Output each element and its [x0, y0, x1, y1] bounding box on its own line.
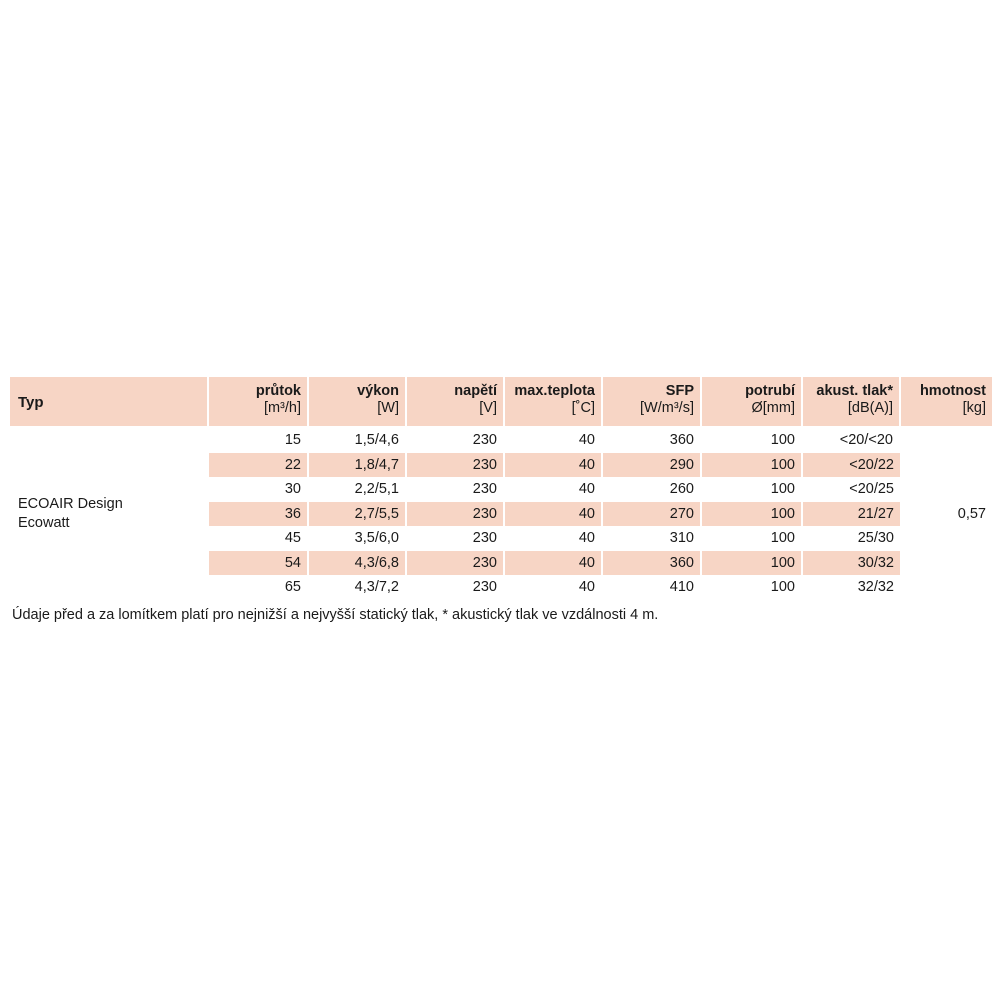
- cell-sfp: 360: [602, 551, 701, 576]
- cell-napeti: 230: [406, 551, 504, 576]
- cell-max-teplota: 40: [504, 427, 602, 453]
- cell-sfp: 410: [602, 575, 701, 600]
- mass-cell: 0,57: [900, 427, 992, 600]
- header-sfp: [602, 377, 701, 427]
- cell-vykon: 3,5/6,0: [308, 526, 406, 551]
- cell-prutok: 22: [208, 453, 308, 478]
- cell-vykon: 2,2/5,1: [308, 477, 406, 502]
- cell-sfp: 360: [602, 427, 701, 453]
- cell-prutok: 65: [208, 575, 308, 600]
- header-hmotnost: [900, 377, 992, 427]
- cell-napeti: 230: [406, 526, 504, 551]
- cell-max-teplota: 40: [504, 453, 602, 478]
- cell-akust-tlak: <20/25: [849, 481, 894, 497]
- cell-max-teplota: 40: [504, 526, 602, 551]
- cell-akust-tlak: 30/32: [802, 551, 900, 576]
- cell-akust-tlak: <20/<20: [802, 427, 900, 453]
- cell-akust-tlak: 25/30: [857, 530, 894, 546]
- cell-sfp: 310: [602, 526, 701, 551]
- type-name-cell: [10, 427, 208, 600]
- header-vykon: [308, 377, 406, 427]
- header-typ-label: Typ: [18, 393, 44, 411]
- header-vykon-unit: [W]: [377, 400, 399, 416]
- header-max-teplota: [504, 377, 602, 427]
- cell-prutok: 15: [208, 427, 308, 453]
- header-prutok: [208, 377, 308, 427]
- cell-sfp: 270: [602, 502, 701, 527]
- header-max-teplota-unit: [˚C]: [571, 400, 595, 416]
- cell-max-teplota: 40: [504, 551, 602, 576]
- cell-potrubi: 100: [701, 551, 802, 576]
- table-row: [10, 427, 992, 453]
- spec-table: [10, 377, 992, 600]
- cell-potrubi: 100: [701, 502, 802, 527]
- footnote: Údaje před a za lomítkem platí pro nejnižší a nejvyšší statický tlak, * akustický tlak ve vzdálnosti 4 m.: [12, 607, 659, 623]
- header-vykon-label: výkon: [357, 383, 399, 399]
- header-sfp-unit: [W/m³/s]: [640, 400, 694, 416]
- header-akust-tlak-label: akust. tlak*: [816, 383, 893, 399]
- cell-prutok: 45: [208, 526, 308, 551]
- type-name-line2: Ecowatt: [18, 514, 70, 531]
- cell-vykon: 4,3/6,8: [308, 551, 406, 576]
- cell-napeti: 230: [406, 427, 504, 453]
- cell-potrubi: 100: [701, 453, 802, 478]
- header-prutok-unit: [m³/h]: [263, 400, 301, 416]
- cell-potrubi: 100: [701, 526, 802, 551]
- cell-akust-tlak: 21/27: [802, 502, 900, 527]
- cell-max-teplota: 40: [504, 477, 602, 502]
- header-max-teplota-label: max.teplota: [514, 383, 595, 399]
- header-prutok-label: průtok: [255, 383, 301, 399]
- cell-akust-tlak: 32/32: [857, 579, 894, 595]
- header-hmotnost-label: hmotnost: [919, 383, 986, 399]
- cell-vykon: 1,5/4,6: [308, 427, 406, 453]
- cell-potrubi: 100: [701, 575, 802, 600]
- cell-prutok: 54: [208, 551, 308, 576]
- header-potrubi: [701, 377, 802, 427]
- cell-napeti: 230: [406, 502, 504, 527]
- header-napeti-label: napětí: [454, 383, 497, 399]
- cell-napeti: 230: [406, 477, 504, 502]
- cell-max-teplota: 40: [504, 502, 602, 527]
- header-akust-tlak: [802, 377, 900, 427]
- cell-sfp: 290: [602, 453, 701, 478]
- header-potrubi-unit: Ø[mm]: [751, 400, 795, 416]
- header-napeti-unit: [V]: [479, 400, 497, 416]
- table-header-row: [10, 377, 992, 427]
- header-hmotnost-unit: [kg]: [962, 400, 986, 416]
- cell-akust-tlak: <20/22: [802, 453, 900, 478]
- cell-sfp: 260: [602, 477, 701, 502]
- header-sfp-label: SFP: [665, 383, 694, 399]
- cell-vykon: 1,8/4,7: [308, 453, 406, 478]
- header-potrubi-label: potrubí: [745, 383, 795, 399]
- cell-napeti: 230: [406, 453, 504, 478]
- cell-potrubi: 100: [701, 427, 802, 453]
- header-typ: [10, 377, 208, 427]
- header-napeti: [406, 377, 504, 427]
- cell-vykon: 4,3/7,2: [308, 575, 406, 600]
- cell-max-teplota: 40: [504, 575, 602, 600]
- cell-vykon: 2,7/5,5: [308, 502, 406, 527]
- header-akust-tlak-unit: [dB(A)]: [847, 400, 893, 416]
- table-body: [10, 427, 992, 600]
- cell-napeti: 230: [406, 575, 504, 600]
- cell-prutok: 36: [208, 502, 308, 527]
- cell-potrubi: 100: [701, 477, 802, 502]
- cell-prutok: 30: [208, 477, 308, 502]
- type-name-line1: ECOAIR Design: [18, 495, 123, 512]
